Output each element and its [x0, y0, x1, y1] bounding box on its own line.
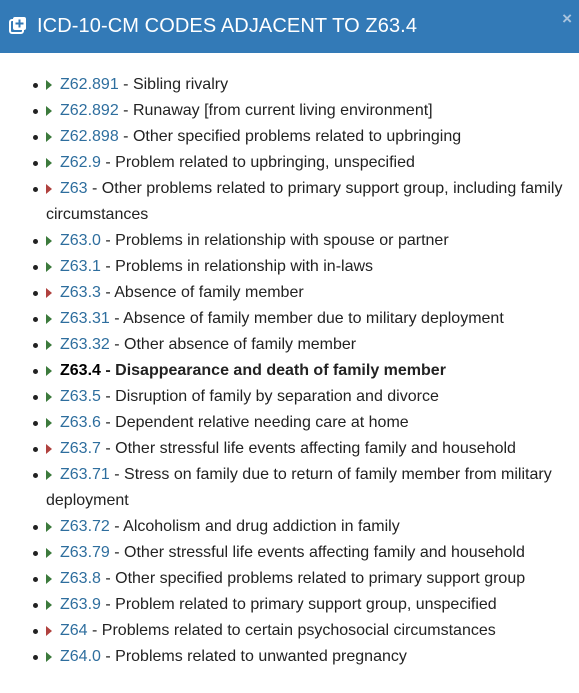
caret-right-icon	[46, 470, 52, 480]
bullet-dot	[33, 343, 38, 348]
code-description: - Stress on family due to return of family member from military deployment	[46, 466, 552, 509]
code-link[interactable]: Z63.0	[60, 232, 101, 249]
code-description: - Other specified problems related to upbringing	[118, 128, 462, 145]
list-item	[0, 332, 579, 358]
caret-right-icon	[46, 236, 52, 246]
caret-right-icon	[46, 262, 52, 272]
bullet-dot	[33, 395, 38, 400]
adjacent-codes-list	[0, 72, 579, 670]
bullet-dot	[33, 239, 38, 244]
list-item	[0, 150, 579, 176]
code-link[interactable]: Z63.5	[60, 388, 101, 405]
code-description: - Other problems related to primary support group, including family circumstances	[46, 180, 563, 223]
bullet-dot	[33, 291, 38, 296]
bullet-dot	[33, 161, 38, 166]
code-description: - Other absence of family member	[109, 336, 357, 353]
caret-right-icon	[46, 314, 52, 324]
code-description: - Other stressful life events affecting family and household	[109, 544, 525, 561]
bullet-dot	[33, 629, 38, 634]
caret-right-icon	[46, 444, 52, 454]
caret-right-icon	[46, 600, 52, 610]
bullet-dot	[33, 317, 38, 322]
list-item	[0, 98, 579, 124]
caret-right-icon	[46, 158, 52, 168]
code-description: - Dependent relative needing care at home	[100, 414, 409, 431]
code-description: - Problems related to unwanted pregnancy	[100, 648, 407, 665]
bullet-dot	[33, 603, 38, 608]
code-link[interactable]: Z62.9	[60, 154, 101, 171]
list-item	[0, 358, 579, 384]
bullet-dot	[33, 83, 38, 88]
list-item	[0, 540, 579, 566]
list-item	[0, 384, 579, 410]
dialog-title: ICD-10-CM CODES ADJACENT TO Z63.4	[37, 15, 418, 37]
code-link[interactable]: Z63.32	[60, 336, 110, 353]
list-item	[0, 280, 579, 306]
caret-right-icon	[46, 626, 52, 636]
bullet-dot	[33, 447, 38, 452]
code-link[interactable]: Z62.892	[60, 102, 119, 119]
bullet-dot	[33, 265, 38, 270]
plus-square-icon	[8, 15, 28, 35]
code-link[interactable]: Z63.6	[60, 414, 101, 431]
caret-right-icon	[46, 548, 52, 558]
code-description: - Runaway [from current living environment]	[118, 102, 433, 119]
list-item	[0, 436, 579, 462]
list-item	[0, 514, 579, 540]
code-description: - Problems related to certain psychosocial circumstances	[87, 622, 496, 639]
caret-right-icon	[46, 132, 52, 142]
caret-right-icon	[46, 418, 52, 428]
code-description: - Sibling rivalry	[118, 76, 229, 93]
dialog-header	[0, 0, 579, 53]
caret-right-icon	[46, 392, 52, 402]
code-description: - Absence of family member due to military deployment	[109, 310, 504, 327]
bullet-dot	[33, 473, 38, 478]
code-link[interactable]: Z62.898	[60, 128, 119, 145]
list-item	[0, 566, 579, 592]
list-item	[0, 254, 579, 280]
list-item	[0, 176, 579, 228]
code-link[interactable]: Z63.7	[60, 440, 101, 457]
code-link[interactable]: Z63	[60, 180, 88, 197]
code-description: - Other specified problems related to primary support group	[100, 570, 526, 587]
caret-right-icon	[46, 340, 52, 350]
code-description: - Problem related to upbringing, unspecified	[100, 154, 415, 171]
code-link[interactable]: Z63.8	[60, 570, 101, 587]
bullet-dot	[33, 187, 38, 192]
bullet-dot	[33, 369, 38, 374]
bullet-dot	[33, 577, 38, 582]
code-link[interactable]: Z64	[60, 622, 88, 639]
close-icon[interactable]: ×	[562, 9, 572, 28]
code-description: - Problems in relationship with spouse or partner	[100, 232, 449, 249]
caret-right-icon	[46, 522, 52, 532]
code-description: - Problem related to primary support group, unspecified	[100, 596, 497, 613]
list-item	[0, 72, 579, 98]
list-item	[0, 306, 579, 332]
caret-right-icon	[46, 80, 52, 90]
caret-right-icon	[46, 574, 52, 584]
code-link[interactable]: Z62.891	[60, 76, 119, 93]
code-link[interactable]: Z63.1	[60, 258, 101, 275]
list-item	[0, 410, 579, 436]
code-link[interactable]: Z64.0	[60, 648, 101, 665]
code-description: - Disruption of family by separation and divorce	[100, 388, 439, 405]
code-description: - Other stressful life events affecting family and household	[100, 440, 516, 457]
list-item	[0, 592, 579, 618]
current-code: Z63.4	[60, 362, 101, 379]
code-link[interactable]: Z63.9	[60, 596, 101, 613]
code-link[interactable]: Z63.71	[60, 466, 110, 483]
caret-right-icon	[46, 184, 52, 194]
list-item	[0, 618, 579, 644]
code-link[interactable]: Z63.72	[60, 518, 110, 535]
bullet-dot	[33, 655, 38, 660]
caret-right-icon	[46, 288, 52, 298]
list-item	[0, 124, 579, 150]
bullet-dot	[33, 525, 38, 530]
caret-right-icon	[46, 366, 52, 376]
code-description: - Alcoholism and drug addiction in family	[109, 518, 400, 535]
caret-right-icon	[46, 652, 52, 662]
code-link[interactable]: Z63.79	[60, 544, 110, 561]
bullet-dot	[33, 551, 38, 556]
code-description: - Disappearance and death of family member	[100, 362, 446, 379]
caret-right-icon	[46, 106, 52, 116]
bullet-dot	[33, 421, 38, 426]
code-description: - Absence of family member	[100, 284, 304, 301]
code-link[interactable]: Z63.31	[60, 310, 110, 327]
bullet-dot	[33, 135, 38, 140]
list-item	[0, 644, 579, 670]
code-description: - Problems in relationship with in-laws	[100, 258, 374, 275]
bullet-dot	[33, 109, 38, 114]
list-item	[0, 462, 579, 514]
code-link[interactable]: Z63.3	[60, 284, 101, 301]
list-item	[0, 228, 579, 254]
